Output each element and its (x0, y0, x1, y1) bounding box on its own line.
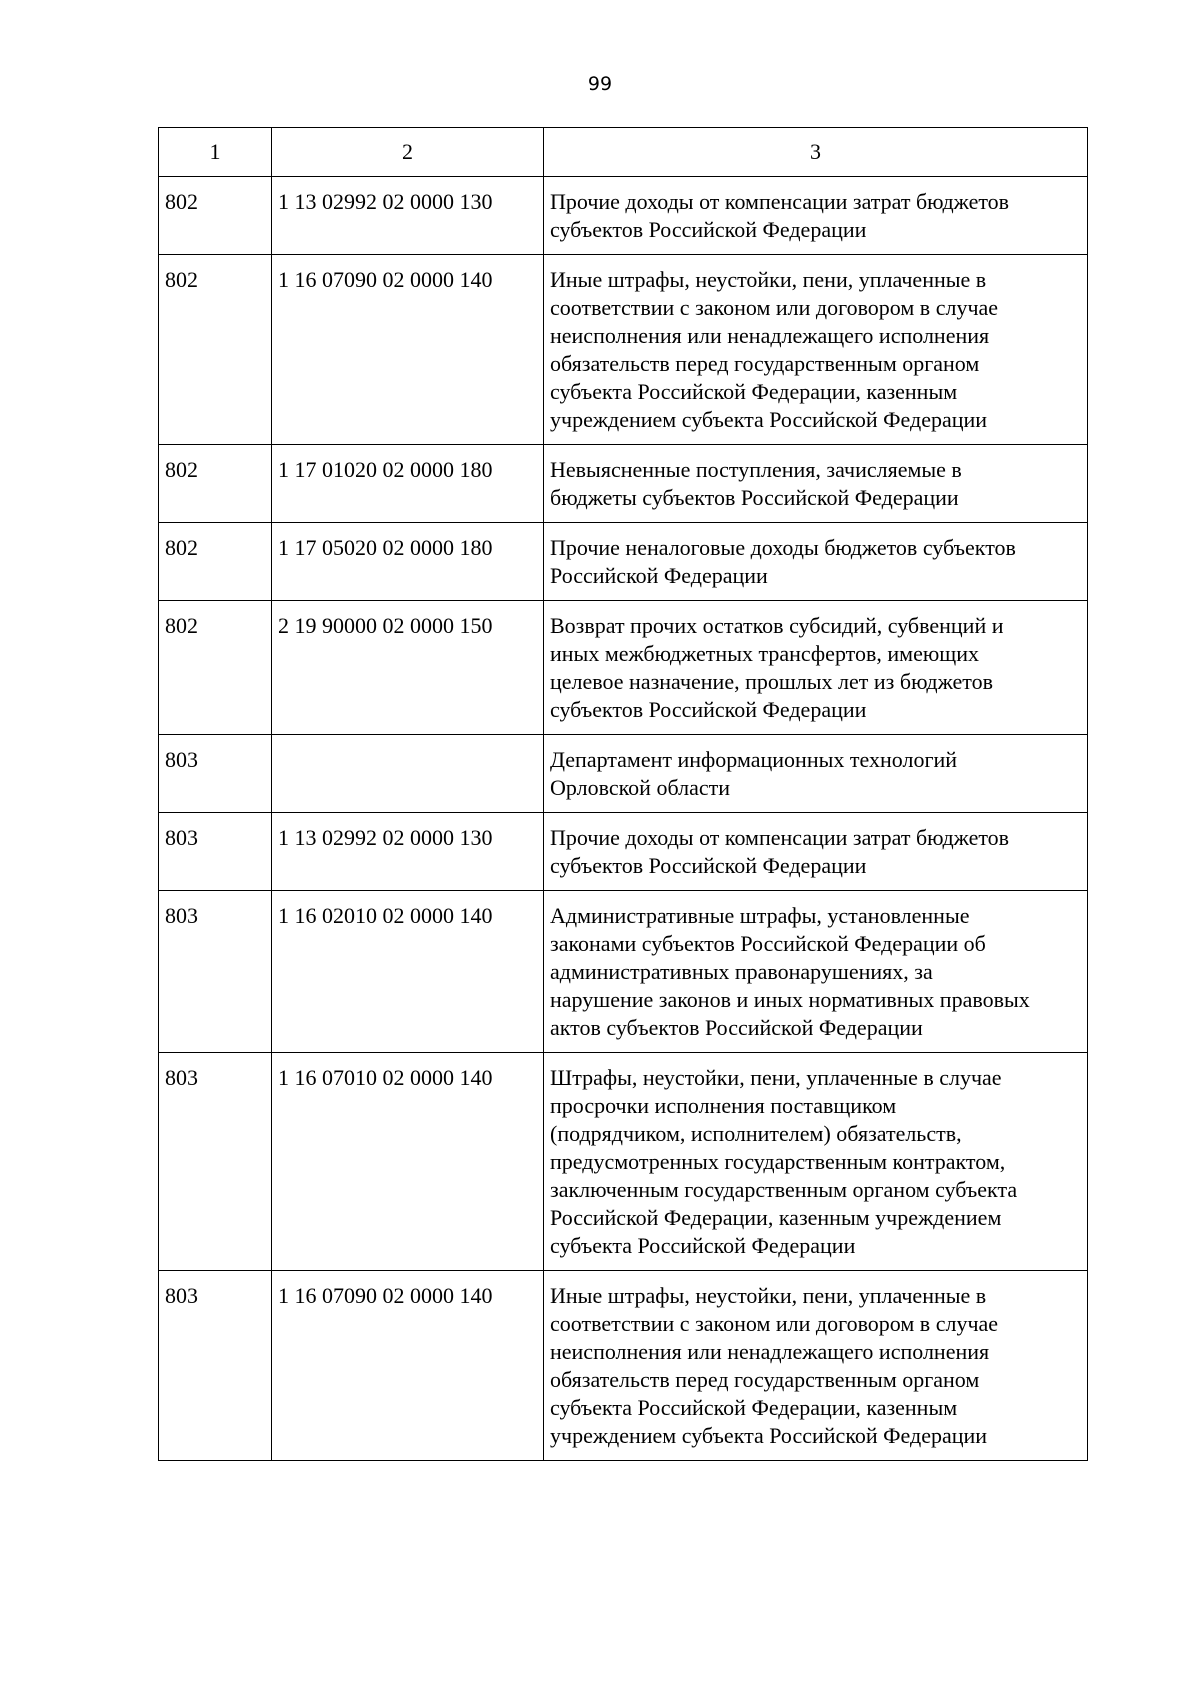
income-code-cell: 1 17 01020 02 0000 180 (272, 445, 544, 523)
admin-code-cell: 803 (159, 813, 272, 891)
income-name-cell: Прочие доходы от компенсации затрат бюджетов субъектов Российской Федерации (544, 813, 1088, 891)
admin-code-cell: 802 (159, 601, 272, 735)
income-code-cell (272, 735, 544, 813)
income-code-cell: 1 13 02992 02 0000 130 (272, 177, 544, 255)
table-row (159, 1053, 1088, 1271)
table-header-row (159, 128, 1088, 177)
income-name-cell: Иные штрафы, неустойки, пени, уплаченные в соответствии с законом или договором в случае неисполнения или ненадлежащего исполнения обязательств перед государственным органом субъекта Российской Федерации, казенным учреждением субъекта Российской Федерации (544, 255, 1088, 445)
income-code-cell: 1 16 07090 02 0000 140 (272, 1271, 544, 1461)
income-name-cell: Невыясненные поступления, зачисляемые в бюджеты субъектов Российской Федерации (544, 445, 1088, 523)
table-row (159, 813, 1088, 891)
income-code-cell: 1 16 07010 02 0000 140 (272, 1053, 544, 1271)
admin-code-cell: 803 (159, 735, 272, 813)
admin-code-cell: 803 (159, 1053, 272, 1271)
income-name-cell: Департамент информационных технологий Орловской области (544, 735, 1088, 813)
income-name-cell: Возврат прочих остатков субсидий, субвенций и иных межбюджетных трансфертов, имеющих целевое назначение, прошлых лет из бюджетов субъектов Российской Федерации (544, 601, 1088, 735)
income-code-cell: 1 16 07090 02 0000 140 (272, 255, 544, 445)
table-row (159, 177, 1088, 255)
income-code-cell: 1 16 02010 02 0000 140 (272, 891, 544, 1053)
admin-code-cell: 803 (159, 1271, 272, 1461)
table-row (159, 1271, 1088, 1461)
income-code-cell: 2 19 90000 02 0000 150 (272, 601, 544, 735)
income-name-cell: Штрафы, неустойки, пени, уплаченные в случае просрочки исполнения поставщиком (подрядчиком, исполнителем) обязательств, предусмотренных государственным контрактом, заключенным государственным органом субъекта Российской Федерации, казенным учреждением субъекта Российской Федерации (544, 1053, 1088, 1271)
income-name-cell: Иные штрафы, неустойки, пени, уплаченные в соответствии с законом или договором в случае неисполнения или ненадлежащего исполнения обязательств перед государственным органом субъекта Российской Федерации, казенным учреждением субъекта Российской Федерации (544, 1271, 1088, 1461)
income-code-cell: 1 13 02992 02 0000 130 (272, 813, 544, 891)
admin-code-cell: 802 (159, 445, 272, 523)
admin-code-cell: 802 (159, 255, 272, 445)
table-row (159, 523, 1088, 601)
admin-code-cell: 802 (159, 177, 272, 255)
table-row (159, 891, 1088, 1053)
income-codes-table (158, 127, 1088, 1461)
page-number: 99 (587, 73, 613, 95)
income-code-cell: 1 17 05020 02 0000 180 (272, 523, 544, 601)
admin-code-cell: 802 (159, 523, 272, 601)
table-row (159, 601, 1088, 735)
table-row (159, 255, 1088, 445)
header-cell-1: 1 (159, 128, 272, 177)
header-cell-3: 3 (544, 128, 1088, 177)
table-row (159, 735, 1088, 813)
income-name-cell: Прочие доходы от компенсации затрат бюджетов субъектов Российской Федерации (544, 177, 1088, 255)
income-name-cell: Прочие неналоговые доходы бюджетов субъектов Российской Федерации (544, 523, 1088, 601)
income-name-cell: Административные штрафы, установленные законами субъектов Российской Федерации об административных правонарушениях, за нарушение законов и иных нормативных правовых актов субъектов Российской Федерации (544, 891, 1088, 1053)
admin-code-cell: 803 (159, 891, 272, 1053)
table-row (159, 445, 1088, 523)
header-cell-2: 2 (272, 128, 544, 177)
